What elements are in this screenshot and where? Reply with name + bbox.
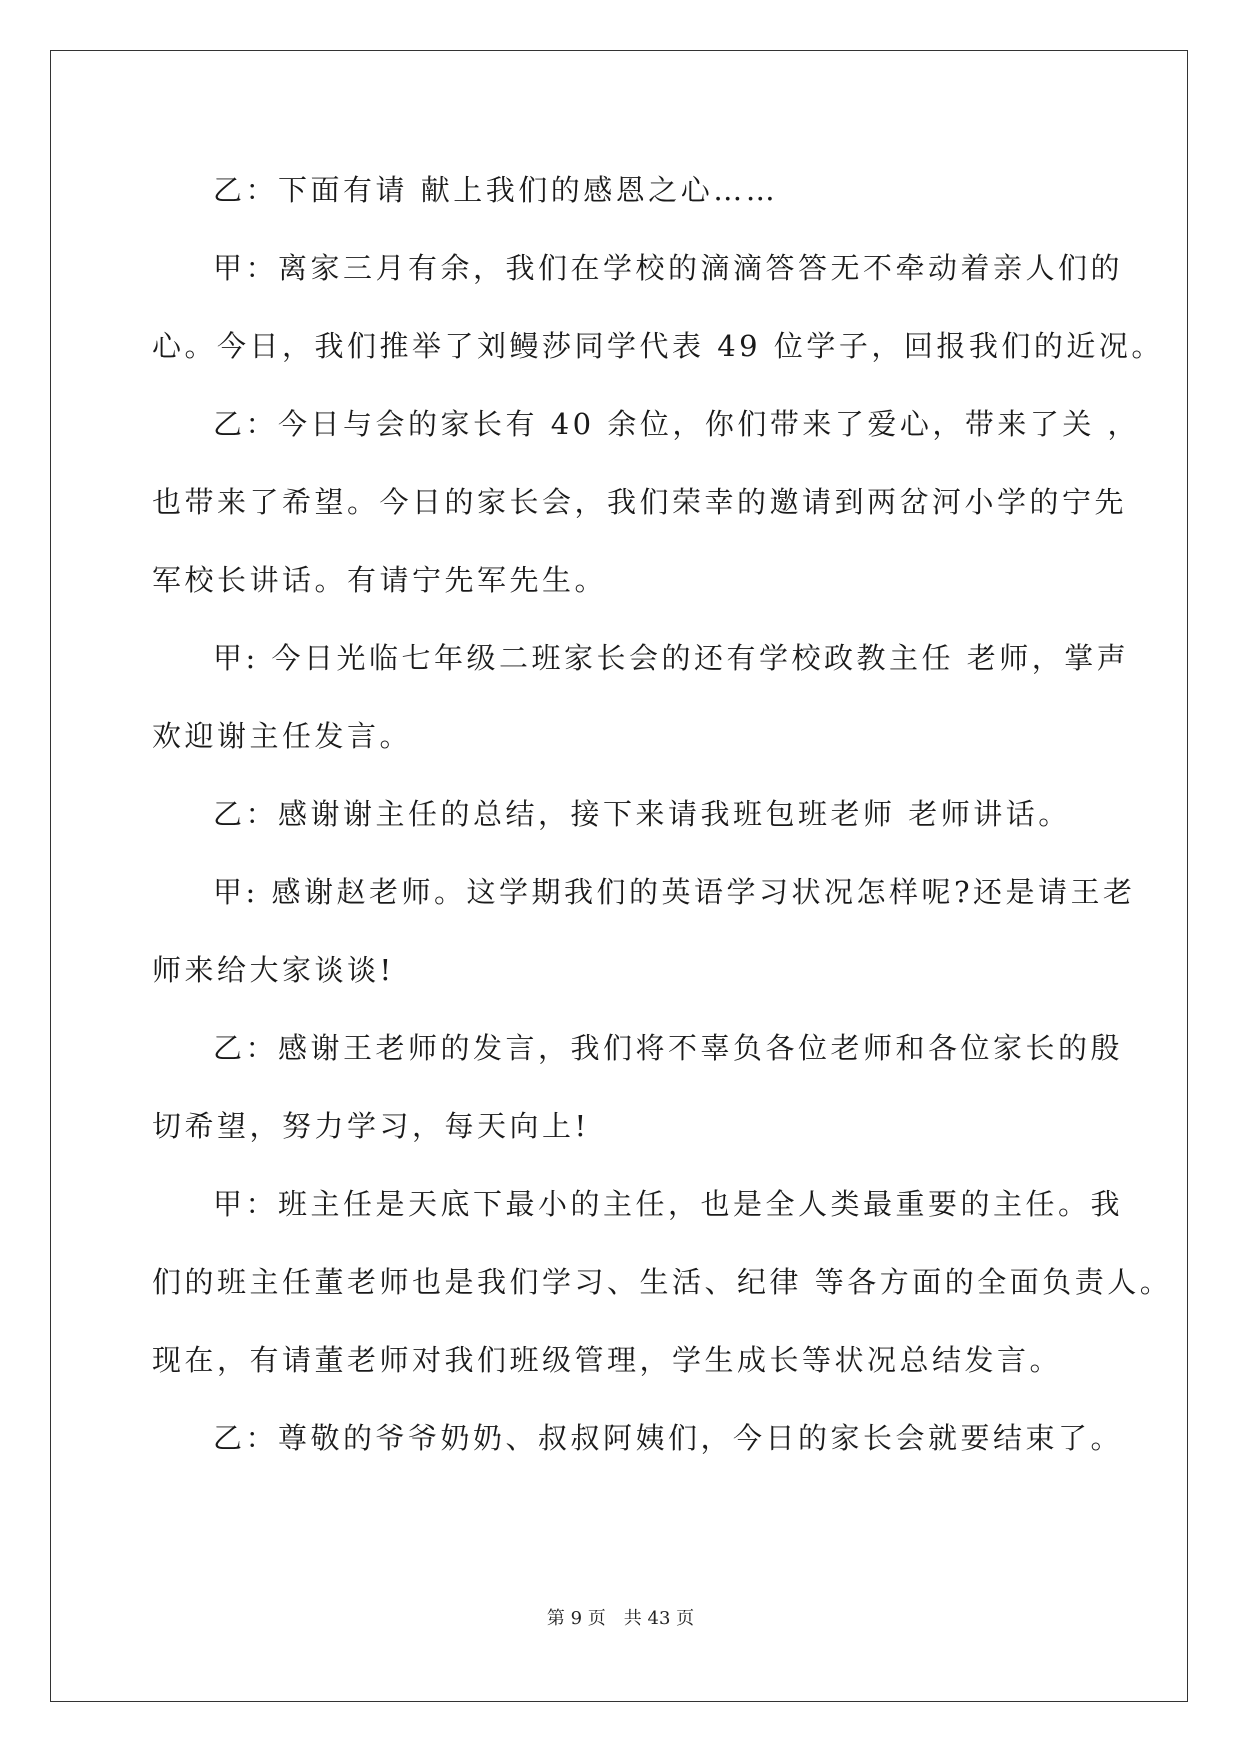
page-number: 第 9 页 <box>546 1608 606 1629</box>
page-total: 共 43 页 <box>623 1608 695 1629</box>
document-body <box>152 160 1173 1486</box>
paragraph-line: 军校长讲话。有请宁先军先生。 <box>152 563 608 597</box>
paragraph-line: 甲：班主任是天底下最小的主任，也是全人类最重要的主任。我 <box>213 1187 1124 1221</box>
paragraph-line: 心。今日，我们推举了刘鳗莎同学代表 49 位学子，回报我们的近况。 <box>152 329 1164 363</box>
paragraph-line: 甲：离家三月有余，我们在学校的滴滴答答无不牵动着亲人们的 <box>213 251 1124 285</box>
paragraph-line: 乙：感谢谢主任的总结，接下来请我班包班老师 老师讲话。 <box>213 797 1071 831</box>
paragraph-line: 甲: 今日光临七年级二班家长会的还有学校政教主任 老师，掌声 <box>213 641 1130 675</box>
paragraph-line: 师来给大家谈谈! <box>152 953 395 987</box>
paragraph-line: 乙：今日与会的家长有 40 余位，你们带来了爱心，带来了关 ， <box>213 407 1141 441</box>
paragraph-line: 现在，有请董老师对我们班级管理，学生成长等状况总结发言。 <box>152 1343 1063 1377</box>
paragraph-line: 们的班主任董老师也是我们学习、生活、纪律 等各方面的全面负责人。 <box>152 1265 1173 1299</box>
paragraph-line: 也带来了希望。今日的家长会，我们荣幸的邀请到两岔河小学的宁先 <box>152 485 1128 519</box>
page-footer <box>0 1604 1241 1630</box>
paragraph-line: 乙：尊敬的爷爷奶奶、叔叔阿姨们，今日的家长会就要结束了。 <box>213 1421 1124 1455</box>
paragraph-line: 甲: 感谢赵老师。这学期我们的英语学习状况怎样呢?还是请王老 <box>213 875 1136 909</box>
paragraph-line: 切希望，努力学习，每天向上! <box>152 1109 590 1143</box>
paragraph-line: 乙：感谢王老师的发言，我们将不辜负各位老师和各位家长的殷 <box>213 1031 1124 1065</box>
paragraph-line: 欢迎谢主任发言。 <box>152 719 413 753</box>
paragraph-line: 乙：下面有请 献上我们的感恩之心…… <box>213 173 779 207</box>
